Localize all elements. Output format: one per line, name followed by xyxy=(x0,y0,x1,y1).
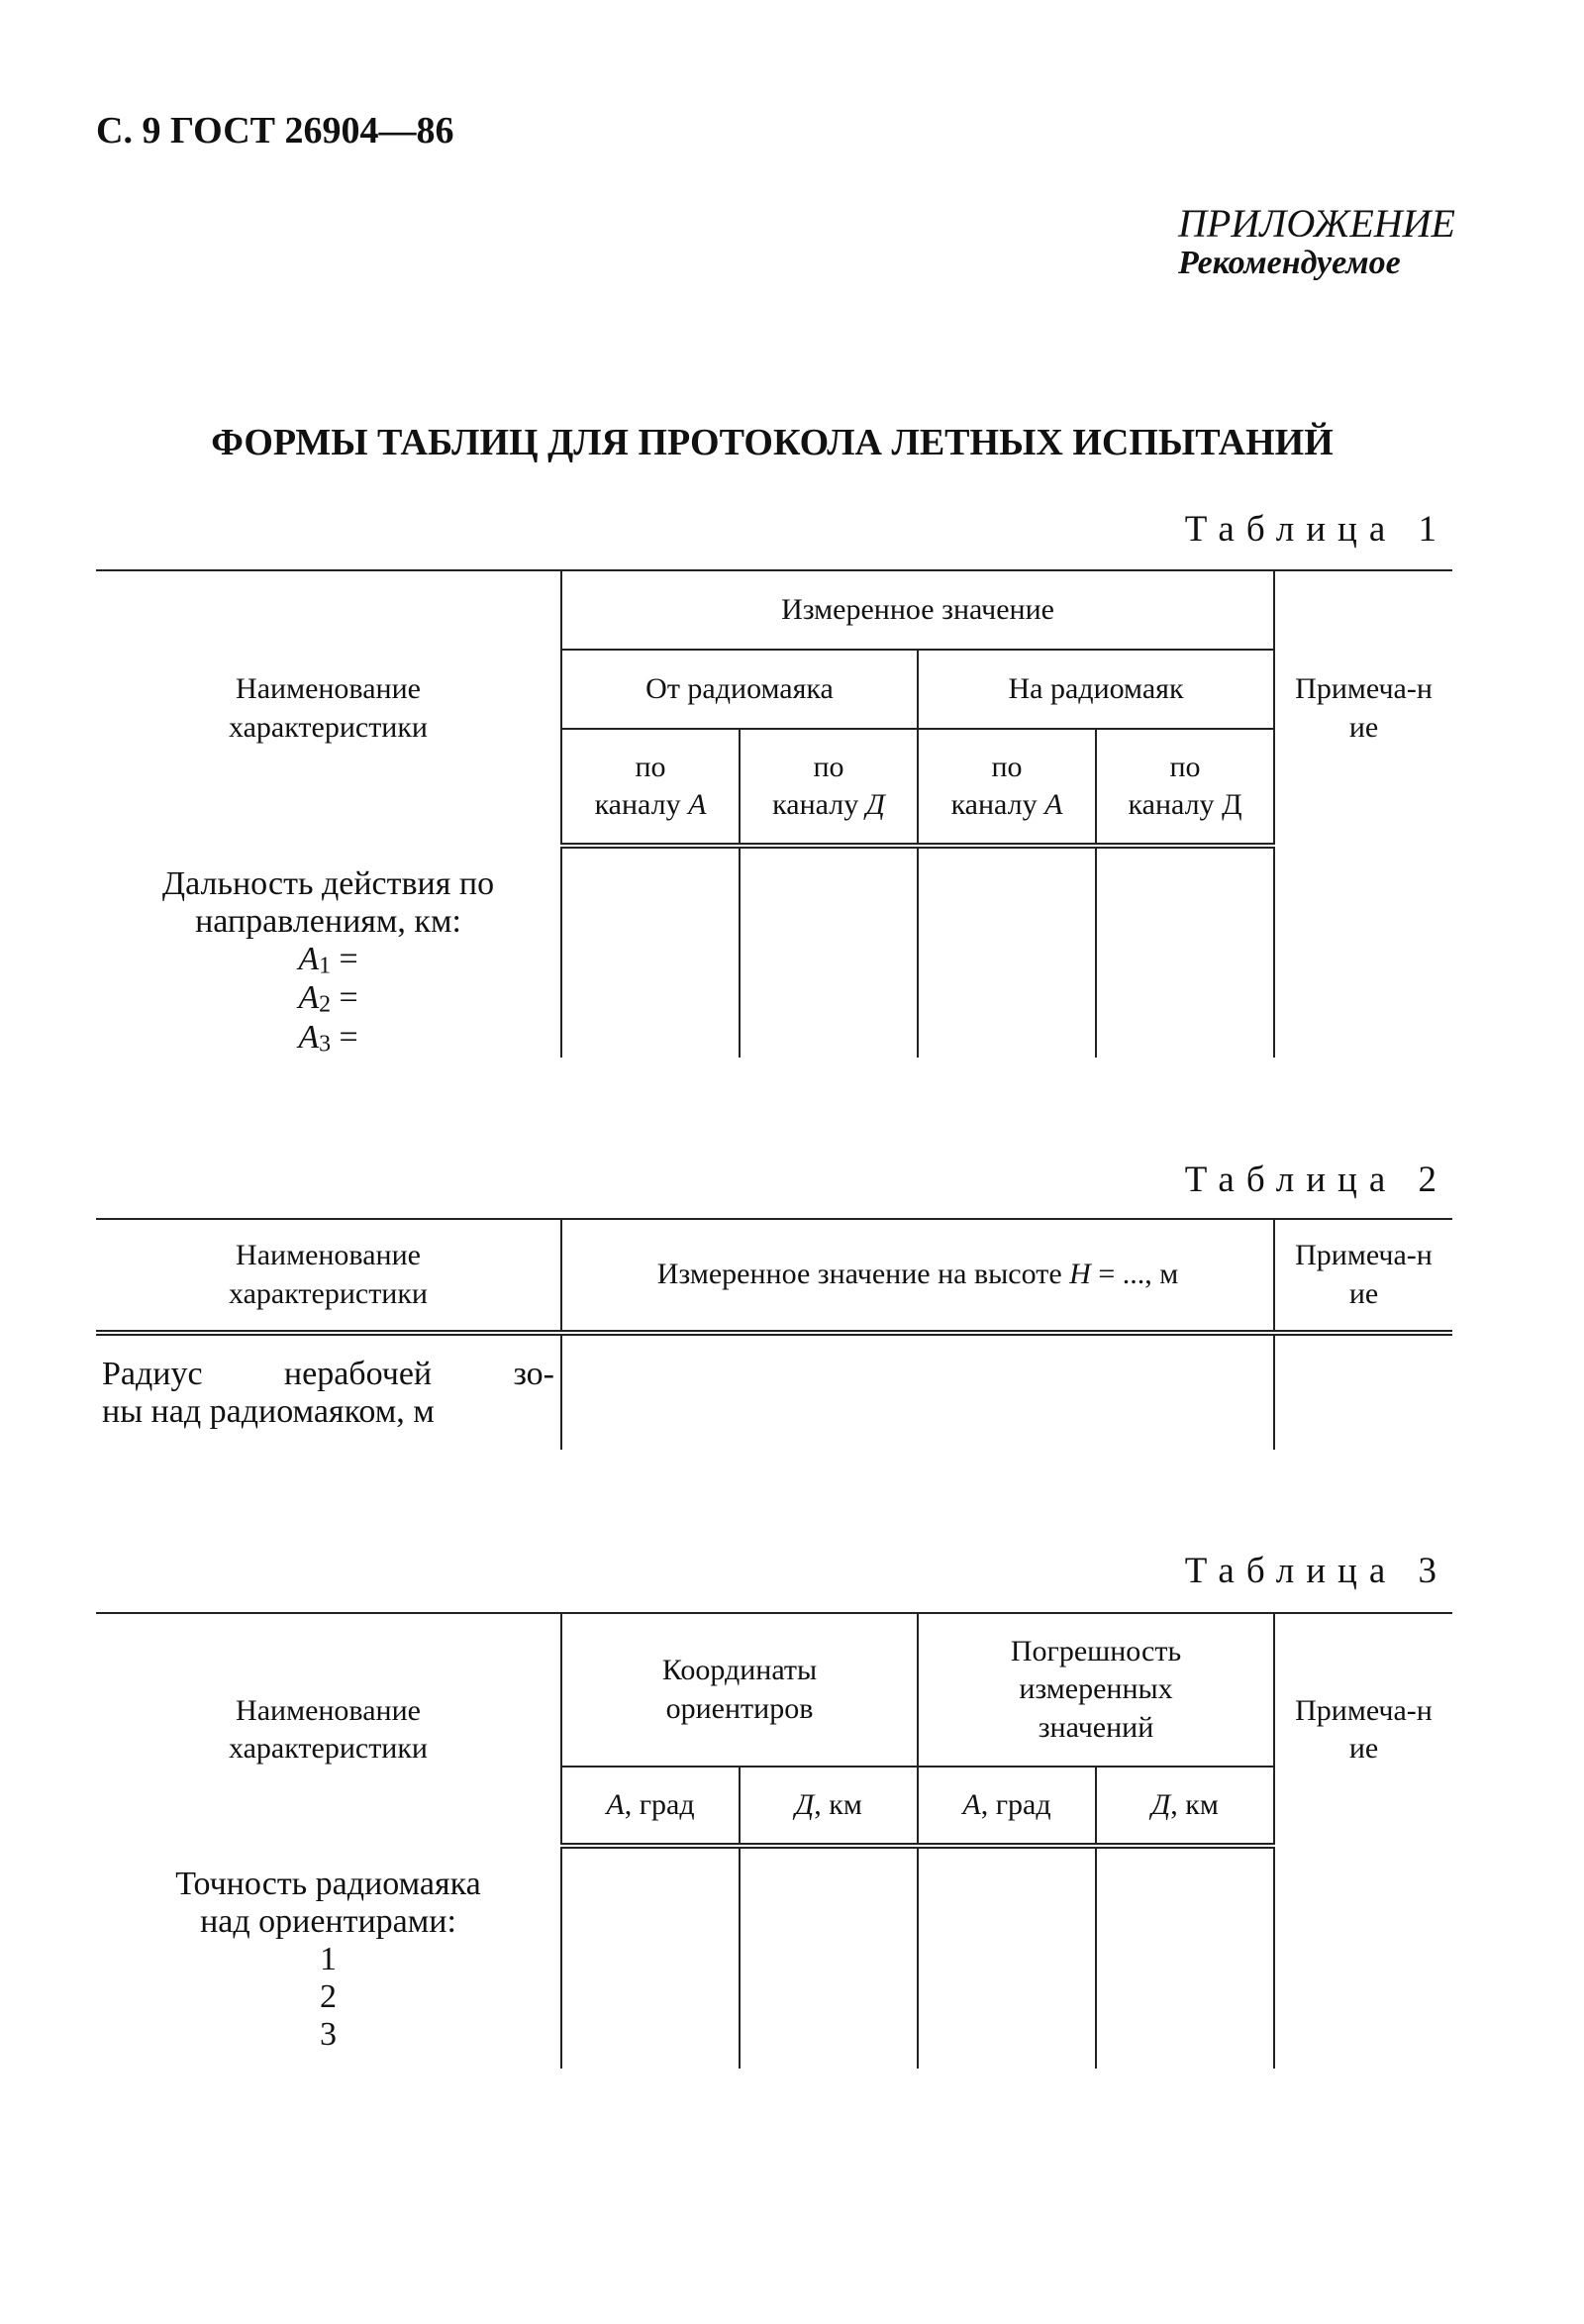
t3-cell-empty xyxy=(740,1846,918,2069)
t1-sub-po: по xyxy=(991,750,1023,783)
appendix-label: ПРИЛОЖЕНИЕ xyxy=(1178,201,1455,246)
table-3 xyxy=(96,1612,1452,2069)
t2-header-name-text: Наименование характеристики xyxy=(228,1239,428,1310)
t1-sub-po: по xyxy=(813,750,844,783)
t2-header-measured xyxy=(561,1219,1274,1333)
t3-sub-error-d: Д, км xyxy=(1096,1767,1274,1846)
t1-sub-kanalu: каналу xyxy=(950,788,1038,821)
t1-dir-2: A2 = xyxy=(298,979,358,1018)
t2-measured-suffix: = ..., м xyxy=(1098,1258,1179,1291)
t1-sub-to-a xyxy=(918,729,1096,846)
t1-sub-po: по xyxy=(635,750,666,783)
t3-item-3: 3 xyxy=(320,2016,337,2054)
t1-sub-to-d xyxy=(1096,729,1274,846)
t3-sub-coords-d: Д, км xyxy=(740,1767,918,1846)
table2-caption: Таблица 2 xyxy=(1184,1160,1448,1200)
t3-header-error xyxy=(918,1613,1274,1767)
t2-header-note-text: Примеча-ние xyxy=(1295,1239,1433,1310)
document-title: ФОРМЫ ТАБЛИЦ ДЛЯ ПРОТОКОЛА ЛЕТНЫХ ИСПЫТАНИЙ xyxy=(211,422,1334,463)
t1-sub-kanalu: каналу xyxy=(594,788,681,821)
t3-cell-empty xyxy=(1096,1846,1274,2069)
t1-header-from: От радиомаяка xyxy=(561,650,918,729)
t3-header-note-text: Примеча-ние xyxy=(1295,1693,1433,1765)
t1-sub-from-a xyxy=(561,729,740,846)
t3-row-accuracy xyxy=(96,1846,561,2069)
t1-cell-empty xyxy=(1274,846,1452,1058)
t2-measured-prefix: Измеренное значение на высоте xyxy=(656,1258,1062,1291)
t3-header-coords xyxy=(561,1613,918,1767)
t2-row-radius xyxy=(96,1333,561,1450)
t1-sub-ch: Д xyxy=(1222,788,1242,821)
t1-dir-3: A3 = xyxy=(298,1018,358,1058)
t1-sub-ch: А xyxy=(1044,788,1063,821)
t1-sub-ch: Д xyxy=(865,788,885,821)
t3-sub-error-a: А, град xyxy=(918,1767,1096,1846)
t1-sub-kanalu: каналу xyxy=(1128,788,1215,821)
t2-measured-var: H xyxy=(1069,1258,1091,1291)
t1-row-line2: направлениям, км: xyxy=(195,903,461,941)
appendix-status: Рекомендуемое xyxy=(1178,245,1401,281)
t3-row-line1: Точность радиомаяка xyxy=(175,1866,481,1902)
t1-row-line1: Дальность действия по xyxy=(161,865,495,902)
t1-cell-empty xyxy=(561,846,740,1058)
t2-row-line2: ны над радиомаяком, м xyxy=(102,1393,435,1431)
t3-header-note xyxy=(1274,1613,1452,1846)
t3-header-error-text: Погрешность измеренных значений xyxy=(1010,1634,1182,1744)
t1-sub-ch: А xyxy=(688,788,707,821)
t3-sub-coords-a: А, град xyxy=(561,1767,740,1846)
t3-item-1: 1 xyxy=(320,1941,337,1978)
t1-header-name-text: Наименование характеристики xyxy=(228,672,428,744)
t1-cell-empty xyxy=(740,846,918,1058)
t1-sub-from-d xyxy=(740,729,918,846)
t1-cell-empty xyxy=(918,846,1096,1058)
t1-sub-kanalu: каналу xyxy=(772,788,859,821)
t3-cell-empty xyxy=(561,1846,740,2069)
t3-row-line2: над ориентирами: xyxy=(200,1903,456,1941)
t3-item-2: 2 xyxy=(320,1978,337,2016)
table-1 xyxy=(96,569,1452,1058)
t3-header-name xyxy=(96,1613,561,1846)
t1-cell-empty xyxy=(1096,846,1274,1058)
table-2 xyxy=(96,1218,1452,1450)
t1-header-to: На радиомаяк xyxy=(918,650,1274,729)
t1-row-range xyxy=(96,846,561,1058)
t2-cell-empty xyxy=(1274,1333,1452,1450)
t3-header-coords-text: Координаты ориентиров xyxy=(661,1654,818,1725)
t2-row-line1: Радиус нерабочей зо- xyxy=(102,1356,554,1392)
t1-header-measured: Измеренное значение xyxy=(561,570,1274,650)
t3-header-name-text: Наименование характеристики xyxy=(228,1693,428,1765)
t1-header-name xyxy=(96,570,561,846)
t3-cell-empty xyxy=(918,1846,1096,2069)
table1-caption: Таблица 1 xyxy=(1184,509,1448,550)
t2-header-note xyxy=(1274,1219,1452,1333)
page-header: С. 9 ГОСТ 26904—86 xyxy=(96,110,454,152)
t1-header-note xyxy=(1274,570,1452,846)
t1-sub-po: по xyxy=(1169,750,1201,783)
table3-caption: Таблица 3 xyxy=(1184,1551,1448,1591)
t1-dir-1: A1 = xyxy=(298,941,358,979)
t1-header-note-text: Примеча-ние xyxy=(1295,672,1433,744)
t2-header-name xyxy=(96,1219,561,1333)
t3-cell-empty xyxy=(1274,1846,1452,2069)
appendix-block xyxy=(1178,200,1455,282)
t2-cell-empty xyxy=(561,1333,1274,1450)
